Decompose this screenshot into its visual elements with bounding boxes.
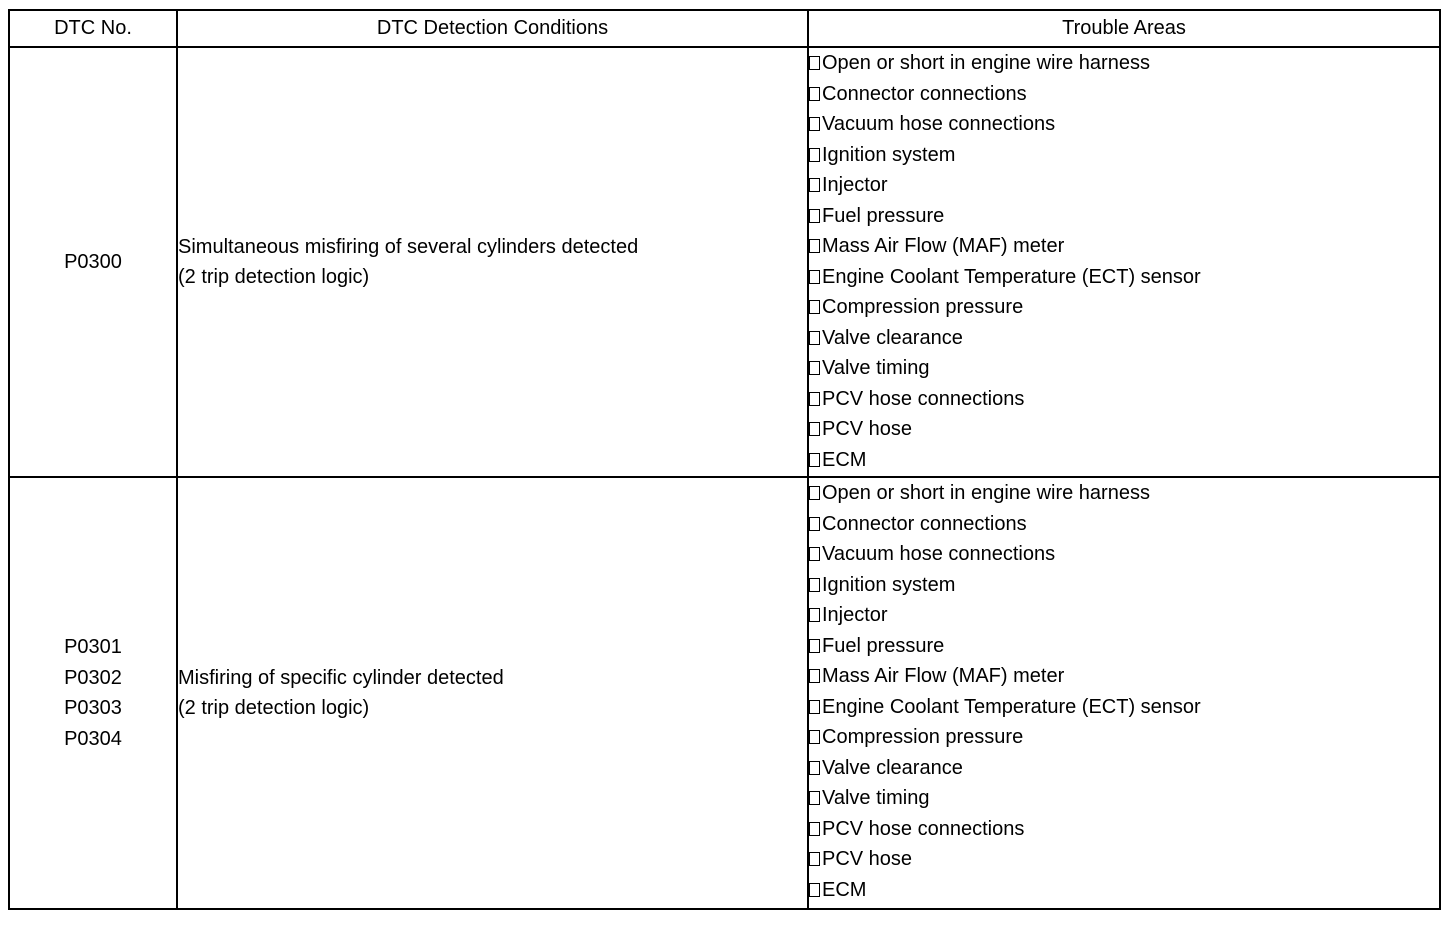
trouble-area-text: Injector [822, 604, 888, 626]
trouble-area-item [809, 814, 1439, 845]
condition-line: (2 trip detection logic) [178, 697, 370, 719]
checkbox-bullet-icon [809, 639, 820, 653]
trouble-area-text: Ignition system [822, 573, 956, 596]
dtc-code: P0300 [64, 250, 122, 273]
trouble-area-item [809, 600, 1439, 631]
trouble-area-item [809, 753, 1439, 784]
trouble-area-item [809, 445, 1439, 476]
trouble-area-item [809, 509, 1439, 540]
condition-line: Misfiring of specific cylinder detected [178, 666, 504, 689]
checkbox-bullet-icon [809, 730, 820, 744]
trouble-area-item [809, 292, 1439, 323]
checkbox-bullet-icon [809, 392, 820, 406]
table-row [9, 47, 1440, 477]
dtc-code: P0303 [64, 697, 122, 719]
trouble-area-text: Connector connections [822, 82, 1027, 105]
checkbox-bullet-icon [809, 87, 820, 101]
table-row [9, 477, 1440, 909]
trouble-area-item [809, 875, 1439, 906]
trouble-area-text: Open or short in engine wire harness [822, 482, 1150, 504]
checkbox-bullet-icon [809, 822, 820, 836]
trouble-area-item [809, 353, 1439, 384]
trouble-area-item [809, 692, 1439, 723]
trouble-area-text: PCV hose connections [822, 817, 1025, 840]
checkbox-bullet-icon [809, 761, 820, 775]
trouble-area-item [809, 722, 1439, 753]
checkbox-bullet-icon [809, 883, 820, 897]
trouble-area-item [809, 539, 1439, 570]
trouble-area-item [809, 48, 1439, 79]
dtc-code: P0302 [64, 666, 122, 689]
trouble-area-text: Compression pressure [822, 296, 1024, 318]
trouble-area-text: Injector [822, 174, 888, 196]
trouble-area-text: Ignition system [822, 143, 956, 166]
trouble-area-item [809, 478, 1439, 509]
dtc-codes-cell [9, 477, 177, 909]
trouble-area-text: Compression pressure [822, 726, 1024, 748]
trouble-area-item [809, 414, 1439, 445]
header-detection-conditions: DTC Detection Conditions [177, 10, 808, 47]
checkbox-bullet-icon [809, 517, 820, 531]
checkbox-bullet-icon [809, 56, 820, 70]
checkbox-bullet-icon [809, 239, 820, 253]
trouble-area-item [809, 783, 1439, 814]
trouble-areas-cell [808, 47, 1440, 477]
trouble-area-text: Fuel pressure [822, 634, 945, 657]
trouble-area-text: Vacuum hose connections [822, 113, 1056, 135]
trouble-area-text: Valve clearance [822, 756, 963, 779]
trouble-area-item [809, 140, 1439, 171]
checkbox-bullet-icon [809, 331, 820, 345]
trouble-area-item [809, 109, 1439, 140]
checkbox-bullet-icon [809, 300, 820, 314]
checkbox-bullet-icon [809, 422, 820, 436]
checkbox-bullet-icon [809, 361, 820, 375]
checkbox-bullet-icon [809, 608, 820, 622]
trouble-area-text: Fuel pressure [822, 204, 945, 227]
checkbox-bullet-icon [809, 453, 820, 467]
trouble-area-item [809, 844, 1439, 875]
condition-line: (2 trip detection logic) [178, 266, 370, 288]
trouble-area-item [809, 570, 1439, 601]
trouble-area-item [809, 231, 1439, 262]
trouble-area-item [809, 384, 1439, 415]
checkbox-bullet-icon [809, 148, 820, 162]
trouble-area-item [809, 631, 1439, 662]
trouble-areas-cell [808, 477, 1440, 909]
header-row [9, 10, 1440, 47]
detection-conditions-cell [177, 477, 808, 909]
trouble-area-item [809, 661, 1439, 692]
checkbox-bullet-icon [809, 486, 820, 500]
trouble-area-text: Engine Coolant Temperature (ECT) sensor [822, 265, 1201, 288]
trouble-area-item [809, 262, 1439, 293]
trouble-area-text: PCV hose [822, 848, 913, 870]
trouble-area-text: Valve timing [822, 357, 930, 379]
checkbox-bullet-icon [809, 791, 820, 805]
trouble-area-text: PCV hose connections [822, 387, 1025, 410]
trouble-area-text: ECM [822, 878, 867, 901]
trouble-area-text: Engine Coolant Temperature (ECT) sensor [822, 695, 1201, 718]
trouble-area-item [809, 170, 1439, 201]
condition-line: Simultaneous misfiring of several cylinders detected [178, 235, 639, 258]
checkbox-bullet-icon [809, 270, 820, 284]
header-dtc-no: DTC No. [9, 10, 177, 47]
checkbox-bullet-icon [809, 669, 820, 683]
trouble-area-text: Connector connections [822, 512, 1027, 535]
trouble-area-text: Mass Air Flow (MAF) meter [822, 665, 1065, 687]
dtc-code: P0301 [64, 636, 122, 658]
detection-conditions-cell [177, 47, 808, 477]
dtc-code: P0304 [64, 727, 122, 750]
trouble-area-text: Valve clearance [822, 326, 963, 349]
checkbox-bullet-icon [809, 852, 820, 866]
trouble-area-text: ECM [822, 448, 867, 471]
trouble-area-text: Vacuum hose connections [822, 543, 1056, 565]
trouble-area-item [809, 79, 1439, 110]
trouble-area-text: Open or short in engine wire harness [822, 52, 1150, 74]
trouble-area-text: PCV hose [822, 418, 913, 440]
dtc-table [8, 9, 1441, 910]
header-trouble-areas: Trouble Areas [808, 10, 1440, 47]
checkbox-bullet-icon [809, 700, 820, 714]
checkbox-bullet-icon [809, 209, 820, 223]
checkbox-bullet-icon [809, 178, 820, 192]
trouble-area-item [809, 323, 1439, 354]
trouble-area-text: Valve timing [822, 787, 930, 809]
checkbox-bullet-icon [809, 578, 820, 592]
trouble-area-item [809, 201, 1439, 232]
dtc-codes-cell [9, 47, 177, 477]
checkbox-bullet-icon [809, 547, 820, 561]
trouble-area-text: Mass Air Flow (MAF) meter [822, 235, 1065, 257]
checkbox-bullet-icon [809, 117, 820, 131]
